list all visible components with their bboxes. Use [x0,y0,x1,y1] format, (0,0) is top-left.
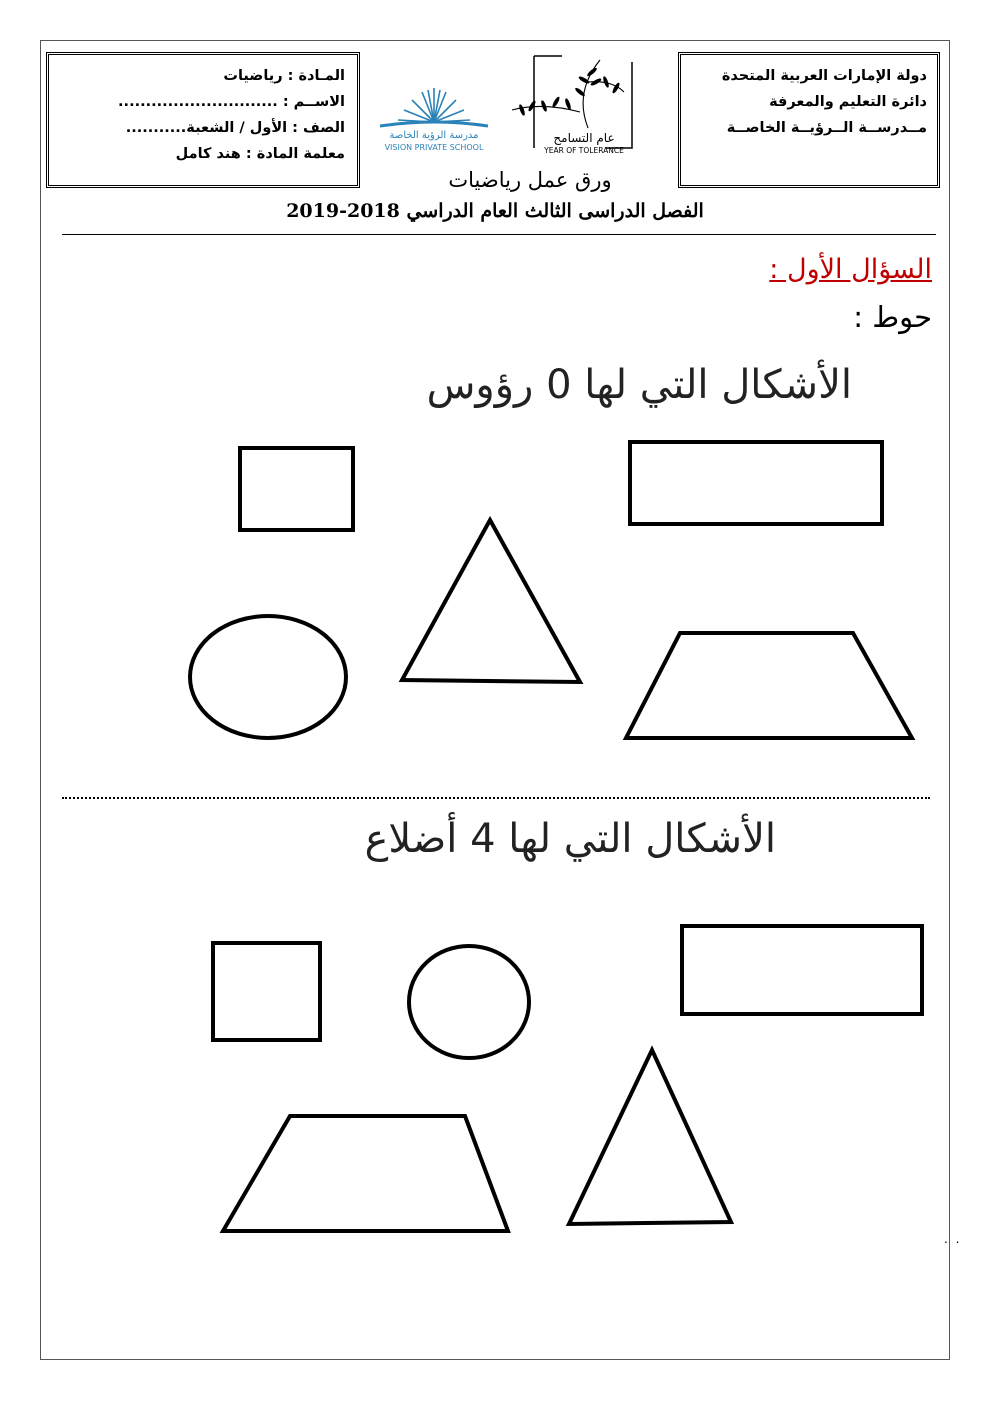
section1-trapezoid-icon[interactable] [626,633,912,738]
section2-trapezoid-icon[interactable] [223,1116,508,1231]
trailing-mark: . . [944,1232,962,1246]
section1-rectangle-icon[interactable] [630,442,882,524]
section1-triangle-icon[interactable] [402,520,580,682]
section1-ellipse-icon[interactable] [190,616,346,738]
section2-triangle-icon[interactable] [569,1050,731,1224]
section1-square-icon[interactable] [240,448,353,530]
tolerance-logo-english: YEAR OF TOLERANCE [544,146,624,155]
term-title: الفصل الدراسى الثالث العام الدراسي 2018-2019 [286,200,704,222]
school-name: مــدرســة الــرؤيــة الخاصــة [726,120,927,136]
name-line: الاســم : ............................. [118,94,345,110]
tolerance-logo-arabic: عام التسامح [553,131,615,145]
school-logo-arabic: مدرسة الرؤية الخاصة [389,130,479,141]
school-logo-english: VISION PRIVATE SCHOOL [384,143,484,152]
section-divider-dotted [62,797,930,799]
section1-prompt: الأشكال التي لها 0 رؤوس [426,362,852,408]
teacher-line: معلمة المادة : هند كامل [175,146,345,162]
question-title: السؤال الأول : [769,254,932,285]
section2-prompt: الأشكال التي لها 4 أضلاع [364,816,776,862]
question-instruction: حوط : [853,300,932,334]
grade-line: الصف : الأول / الشعبة........... [125,120,345,136]
worksheet-title: ورق عمل رياضيات [448,168,612,192]
subject-line: المـادة : رياضيات [223,68,345,84]
country-name: دولة الإمارات العربية المتحدة [721,68,927,84]
section2-square-icon[interactable] [213,943,320,1040]
section2-circle-icon[interactable] [409,946,529,1058]
section2-rectangle-icon[interactable] [682,926,922,1014]
department-name: دائرة التعليم والمعرفة [769,94,927,110]
